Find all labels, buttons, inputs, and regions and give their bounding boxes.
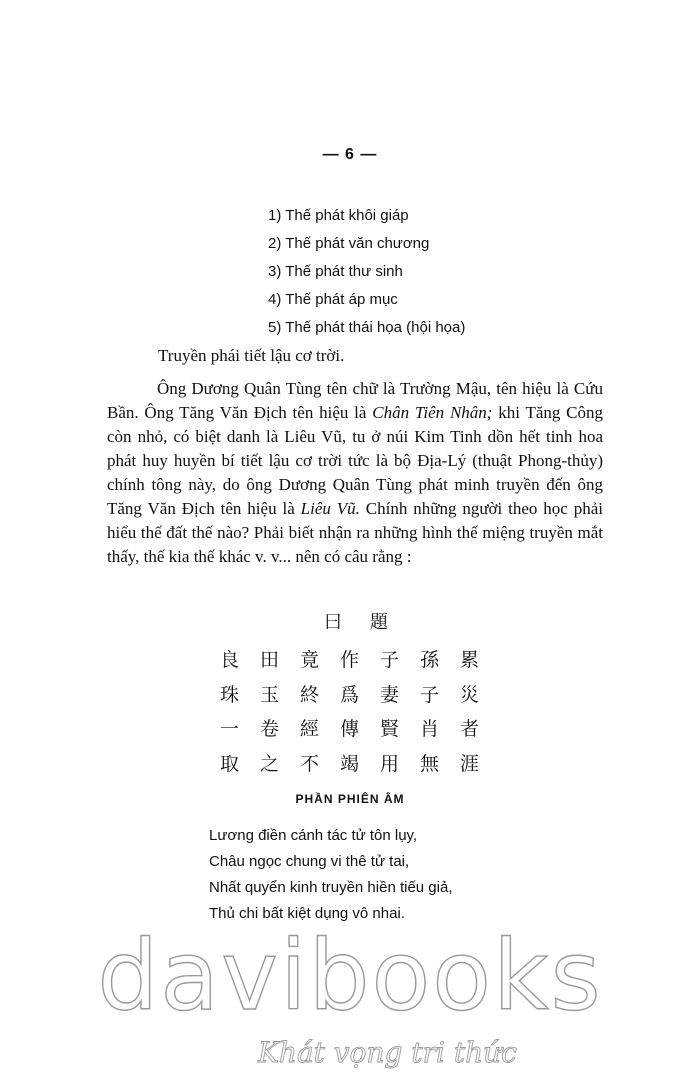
list-item: 5) Thế phát thái họa (hội họa) [268,319,466,336]
list-item: 3) Thế phát thư sinh [268,263,403,280]
transliteration-line: Châu ngọc chung vi thê tử tai, [209,853,410,870]
paragraph-body-text: Chính những người theo học phải hiểu thế đất thế nào? Phải biết nhận ra những hình thế miệng truyền mắt thấy, thế kia thế khác v. v... nên có câu rằng : [107,499,604,566]
paragraph-intro: Truyền phái tiết lậu cơ trời. [158,346,345,365]
chinese-poem-title: 曰題 [324,612,416,633]
transliteration-line: Lương điền cánh tác tử tôn lụy, [209,827,418,844]
paragraph-body-text: Ông Dương Quân Tùng tên chữ là Trường Mậu, tên hiệu là Cứu Bần. Ông Tăng Văn Địch tên hiệu là [107,379,603,422]
paragraph-body-text: khi Tăng Công còn nhỏ, có biệt danh là Liêu Vũ, tu ở núi Kim Tinh dồn hết tinh hoa phát huy huyền bí tiết lậu cơ trời tức là bộ Địa-Lý (thuật Phong-thủy) chính tông này, do ông Dương Quân Tùng phát minh truyền đến ông Tăng Văn Địch tên hiệu là [107,403,604,518]
list-item: 1) Thế phát khôi giáp [268,207,409,224]
chinese-poem-line: 珠玉終爲妻子災 [220,683,501,706]
list-item: 4) Thế phát áp mục [268,291,398,308]
paragraph-body [107,377,603,569]
section-heading: PHẦN PHIÊN ÂM [295,792,405,806]
chinese-poem-line: 取之不竭用無涯 [220,752,501,775]
chinese-poem-line: 一卷經傳賢肖者 [220,718,501,740]
paragraph-body-italic: Chân Tiên Nhân; [372,403,493,422]
chinese-poem [220,643,500,781]
chinese-poem-line: 良田竟作子孫累 [220,649,501,671]
watermark-brand: davibooks [97,920,603,1032]
list-item: 2) Thế phát văn chương [268,235,430,252]
transliteration-line: Thủ chi bất kiệt dụng vô nhai. [209,905,405,922]
page-number: — 6 — [322,146,378,163]
transliteration-line: Nhất quyển kinh truyền hiền tiếu giả, [209,879,453,896]
feng-shui-list [268,202,465,342]
transliteration-poem [209,823,453,927]
paragraph-body-italic: Liêu Vũ. [300,499,360,518]
watermark-tagline: Khát vọng tri thức [258,1036,517,1069]
